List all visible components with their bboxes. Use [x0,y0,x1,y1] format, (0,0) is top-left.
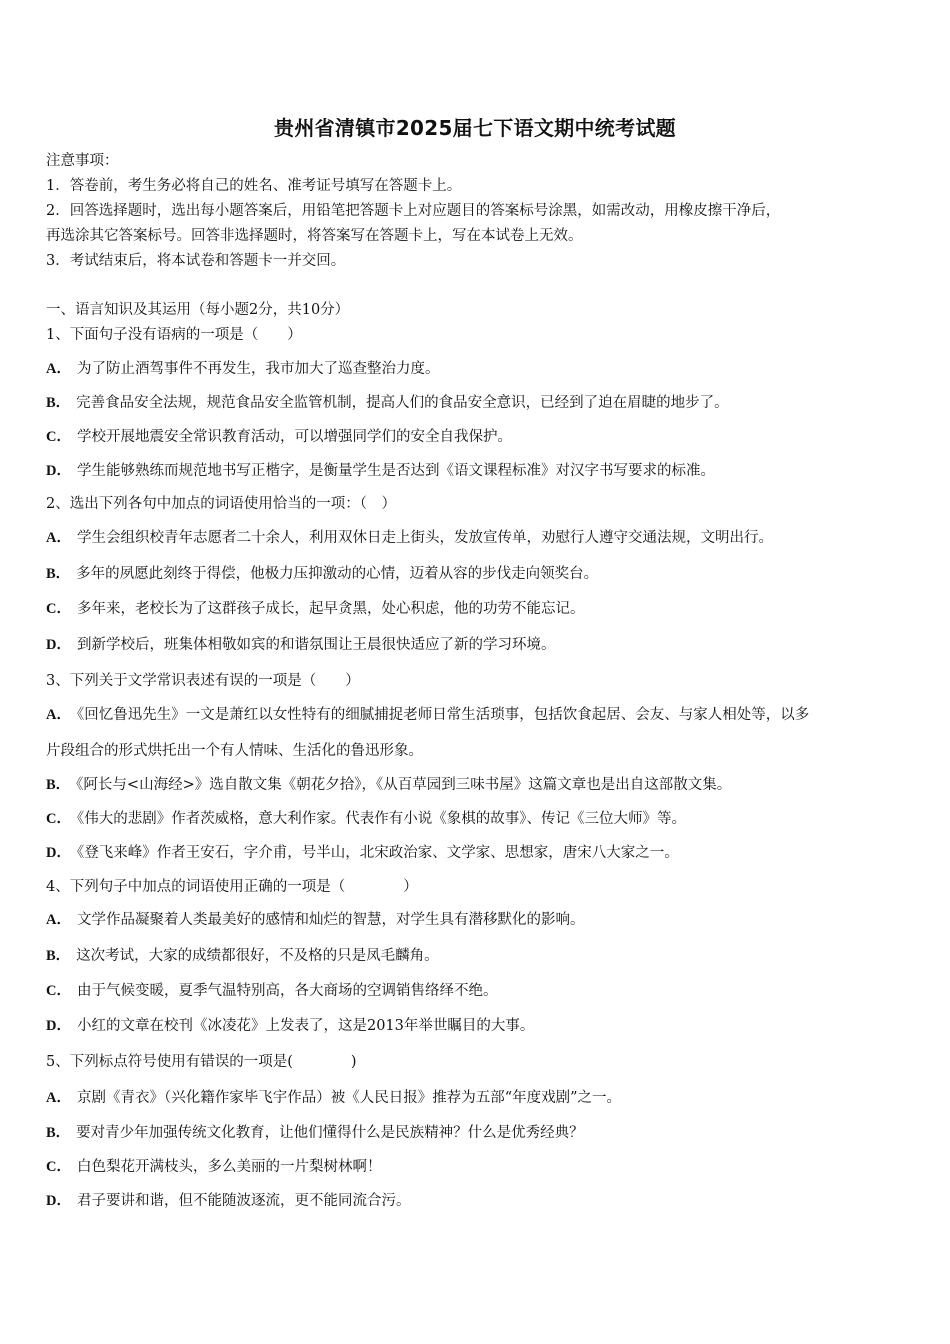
question-stem: 5、下列标点符号使用有错误的一项是( ) [46,1054,357,1070]
page-title: 贵州省清镇市2025届七下语文期中统考试题 [274,116,676,140]
option-c[interactable] [46,810,916,828]
option-label: B． [46,777,71,793]
option-text: 完善食品安全法规，规范食品安全监管机制，提高人们的食品安全意识，已经到了迫在眉睫的地步了。 [76,395,729,411]
notice-heading: 注意事项： [46,153,119,169]
option-text: 多年的夙愿此刻终于得偿，他极力压抑激动的心情，迈着从容的步伐走向领奖台。 [76,566,599,582]
option-b[interactable] [46,1124,916,1142]
option-label: A． [46,361,71,377]
option-text: 为了防止酒驾事件不再发生，我市加大了巡查整治力度。 [76,361,440,377]
option-text: 小红的文章在校刊《冰凌花》上发表了，这是2013年举世瞩目的大事。 [76,1018,535,1034]
option-a[interactable] [46,911,916,929]
option-c[interactable] [46,428,916,446]
option-text: 《阿长与<山海经>》选自散文集《朝花夕拾》，《从百草园到三味书屋》这篇文章也是出自这部散文集。 [76,777,732,793]
option-label: D． [46,845,71,861]
option-text: 白色梨花开满枝头，多么美丽的一片梨树林啊！ [76,1159,382,1175]
option-label: A． [46,1090,71,1106]
option-label: D． [46,463,71,479]
option-text: 君子要讲和谐，但不能随波逐流，更不能同流合污。 [76,1193,411,1209]
option-label: D． [46,637,71,653]
option-text: 文学作品凝聚着人类最美好的感情和灿烂的智慧，对学生具有潜移默化的影响。 [76,912,585,928]
section-heading: 一、语言知识及其运用（每小题2分，共10分） [46,302,350,318]
option-b[interactable] [46,947,916,965]
option-text: 学生会组织校青年志愿者二十余人，利用双休日走上街头，发放宣传单，劝慰行人遵守交通法规，文明出行。 [76,530,773,546]
notice-item: 3．考试结束后，将本试卷和答题卡一并交回。 [46,253,346,269]
option-d[interactable] [46,1192,916,1210]
option-label: B． [46,948,71,964]
notice-item: 1．答卷前，考生务必将自己的姓名、准考证号填写在答题卡上。 [46,178,462,194]
option-text: 《回忆鲁迅先生》一文是萧红以女性特有的细腻捕捉老师日常生活琐事，包括饮食起居、会友、与家人相处等，以多 [76,707,810,723]
notice-item: 2．回答选择题时，选出每小题答案后，用铅笔把答题卡上对应题目的答案标号涂黑，如需改动，用橡皮擦干净后， [46,203,781,219]
option-label: A． [46,707,71,723]
option-label: C． [46,429,71,445]
option-text: 《伟大的悲剧》作者茨威格，意大利作家。代表作有小说《象棋的故事》、传记《三位大师》等。 [76,811,686,827]
option-text: 《登飞来峰》作者王安石，字介甫，号半山，北宋政治家、文学家、思想家，唐宋八大家之一。 [76,845,679,861]
option-label: C． [46,1159,71,1175]
option-a[interactable] [46,360,916,378]
option-d[interactable] [46,636,916,654]
option-a[interactable] [46,1089,916,1107]
option-label: B． [46,395,71,411]
question-stem: 3、下列关于文学常识表述有误的一项是（ ） [46,673,360,689]
option-label: A． [46,912,71,928]
option-c[interactable] [46,982,916,1000]
notice-item: 再选涂其它答案标号。回答非选择题时，将答案写在答题卡上，写在本试卷上无效。 [46,228,583,244]
option-a[interactable] [46,706,916,724]
question-stem: 4、下列句子中加点的词语使用正确的一项是（ ） [46,879,418,895]
option-c[interactable] [46,1158,916,1176]
question-stem: 2、选出下列各句中加点的词语使用恰当的一项：（ ） [46,496,396,512]
option-a[interactable] [46,529,916,547]
option-text: 这次考试，大家的成绩都很好，不及格的只是凤毛麟角。 [76,948,439,964]
option-b[interactable] [46,565,916,583]
option-c[interactable] [46,600,916,618]
option-b[interactable] [46,776,916,794]
option-text: 到新学校后，班集体相敬如宾的和谐氛围让王晨很快适应了新的学习环境。 [76,637,556,653]
option-label: B． [46,566,71,582]
option-text: 多年来，老校长为了这群孩子成长，起早贪黑，处心积虑，他的功劳不能忘记。 [76,601,585,617]
option-label: C． [46,811,71,827]
option-b[interactable] [46,394,916,412]
option-label: D． [46,1193,71,1209]
option-label: B． [46,1125,71,1141]
question-stem: 1、下面句子没有语病的一项是（ ） [46,327,302,343]
option-text: 京剧《青衣》（兴化籍作家毕飞宇作品）被《人民日报》推荐为五部“年度戏剧”之一。 [76,1090,622,1106]
option-d[interactable] [46,462,916,480]
option-label: A． [46,530,71,546]
option-text: 学生能够熟练而规范地书写正楷字，是衡量学生是否达到《语文课程标准》对汉字书写要求的标准。 [76,463,715,479]
option-d[interactable] [46,844,916,862]
option-text: 要对青少年加强传统文化教育，让他们懂得什么是民族精神？什么是优秀经典？ [76,1125,584,1141]
option-label: D． [46,1018,71,1034]
option-label: C． [46,601,71,617]
option-text: 学校开展地震安全常识教育活动，可以增强同学们的安全自我保护。 [76,429,512,445]
option-label: C． [46,983,71,999]
option-d[interactable] [46,1017,916,1035]
option-a-continuation: 片段组合的形式烘托出一个有人情味、生活化的鲁迅形象。 [46,743,423,759]
option-text: 由于气候变暖，夏季气温特别高，各大商场的空调销售络绎不绝。 [76,983,498,999]
